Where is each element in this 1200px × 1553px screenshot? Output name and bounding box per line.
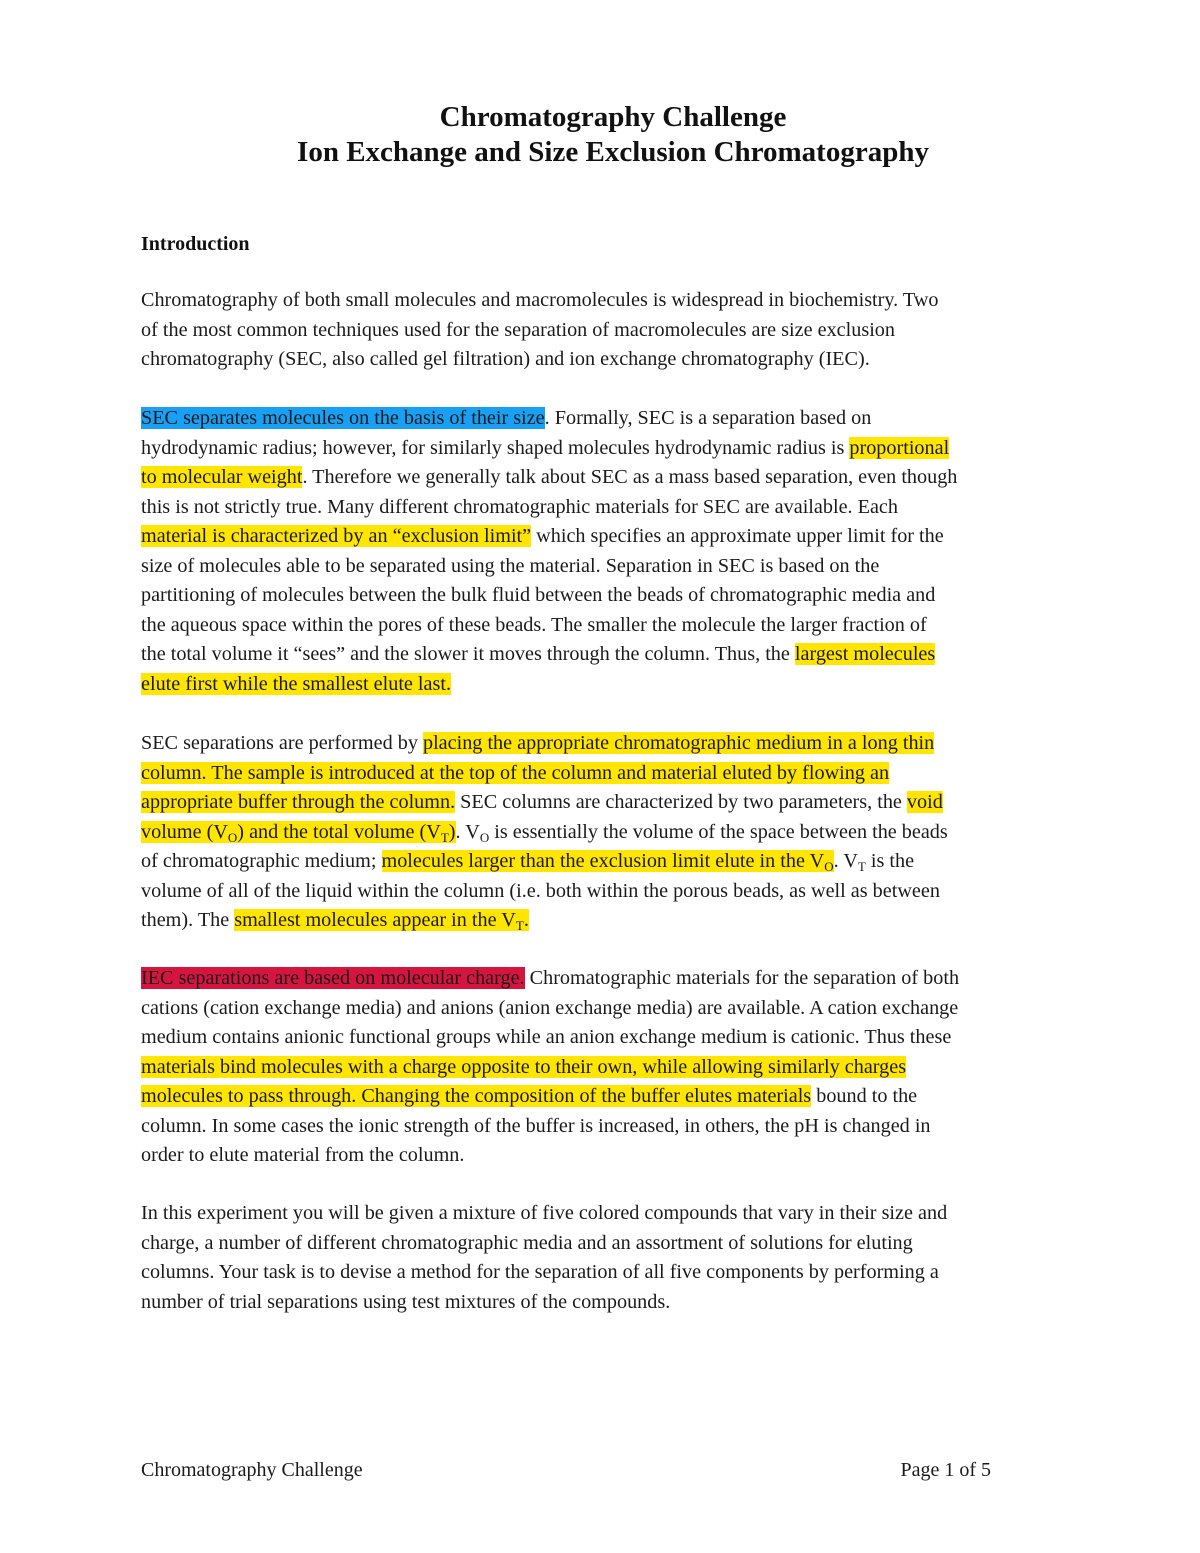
text-run: SEC columns are characterized by two parameters, the bbox=[455, 791, 907, 813]
text-line: Chromatography of both small molecules and macromolecules is widespread in biochemistry. Two bbox=[141, 289, 939, 311]
text-line bbox=[141, 759, 1101, 789]
highlight-yellow: void bbox=[906, 791, 943, 813]
text-run: SEC separations are performed by bbox=[141, 732, 423, 754]
text-run: . V bbox=[833, 850, 858, 872]
subscript: T bbox=[515, 918, 524, 933]
text-run: of chromatographic medium; bbox=[141, 850, 382, 872]
text-run: ) and the total volume (V bbox=[237, 820, 441, 843]
document-subtitle: Ion Exchange and Size Exclusion Chromatography bbox=[297, 136, 929, 168]
text-line: volume of all of the liquid within the column (i.e. both within the porous beads, as well as between bbox=[141, 879, 940, 902]
text-run: is essentially the volume of the space between the beads bbox=[489, 820, 948, 843]
text-line bbox=[141, 463, 1101, 493]
text-line: charge, a number of different chromatographic media and an assortment of solutions for eluting bbox=[141, 1231, 913, 1254]
footer-title: Chromatography Challenge bbox=[141, 1459, 363, 1481]
text-line bbox=[141, 522, 1101, 552]
text-run: is the bbox=[865, 850, 915, 872]
text-line bbox=[141, 1053, 1101, 1083]
text-run: smallest molecules appear in the V bbox=[234, 909, 516, 931]
text-line: In this experiment you will be given a mixture of five colored compounds that vary in their size and bbox=[141, 1202, 948, 1224]
text-line bbox=[141, 670, 1101, 700]
highlight-red: IEC separations are based on molecular charge. bbox=[141, 967, 525, 989]
highlight-yellow: largest molecules bbox=[794, 643, 936, 665]
text-run: . V bbox=[455, 820, 480, 843]
text-run: bound to the bbox=[811, 1085, 918, 1107]
paragraph-experiment bbox=[141, 1199, 1101, 1317]
text-line bbox=[141, 640, 1101, 670]
highlight-yellow: material is characterized by an “exclusion limit” bbox=[141, 525, 532, 547]
text-line bbox=[141, 788, 1101, 818]
section-heading-introduction: Introduction bbox=[141, 233, 250, 255]
text-line: of the most common techniques used for the separation of macromolecules are size exclusion bbox=[141, 318, 895, 341]
document-title: Chromatography Challenge bbox=[439, 101, 787, 133]
subscript: T bbox=[440, 829, 449, 845]
text-line: number of trial separations using test mixtures of the compounds. bbox=[141, 1290, 671, 1313]
text-line bbox=[141, 729, 1101, 759]
highlight-yellow: molecules to pass through. Changing the composition of the buffer elutes materials bbox=[141, 1085, 812, 1107]
text-line: medium contains anionic functional groups while an anion exchange medium is cationic. Thus these bbox=[141, 1026, 952, 1048]
subscript: O bbox=[824, 859, 834, 874]
paragraph-sec-column bbox=[141, 729, 1101, 936]
highlight-yellow: proportional bbox=[849, 436, 950, 459]
subscript: T bbox=[857, 859, 866, 874]
text-line bbox=[141, 964, 1101, 994]
paragraph-overview bbox=[141, 286, 1101, 375]
text-line bbox=[141, 847, 1101, 877]
text-line: this is not strictly true. Many different chromatographic materials for SEC are available. Each bbox=[141, 495, 898, 518]
paragraph-sec bbox=[141, 404, 1101, 699]
highlight-yellow bbox=[382, 850, 834, 872]
highlight-yellow bbox=[234, 909, 529, 931]
text-line: chromatography (SEC, also called gel filtration) and ion exchange chromatography (IEC). bbox=[141, 348, 870, 370]
text-line: the aqueous space within the pores of these beads. The smaller the molecule the larger fraction of bbox=[141, 613, 927, 636]
highlight-yellow: appropriate buffer through the column. bbox=[141, 791, 456, 813]
paragraph-iec bbox=[141, 964, 1101, 1171]
text-line: size of molecules able to be separated using the material. Separation in SEC is based on the bbox=[141, 554, 880, 577]
text-run: hydrodynamic radius; however, for similarly shaped molecules hydrodynamic radius is bbox=[141, 436, 850, 459]
highlight-yellow bbox=[141, 821, 456, 843]
text-line: cations (cation exchange media) and anions (anion exchange media) are available. A cation exchange bbox=[141, 996, 959, 1019]
text-run: which specifies an approximate upper limit for the bbox=[531, 525, 944, 547]
text-line: order to elute material from the column. bbox=[141, 1144, 465, 1166]
highlight-yellow: to molecular weight bbox=[141, 466, 303, 488]
text-run: the total volume it “sees” and the slower it moves through the column. Thus, the bbox=[141, 643, 795, 665]
subscript: O bbox=[479, 829, 490, 845]
text-run: volume (V bbox=[141, 820, 228, 843]
text-line bbox=[141, 434, 1101, 464]
text-run: them). The bbox=[141, 909, 235, 931]
text-run: ) bbox=[448, 820, 456, 843]
text-line bbox=[141, 1082, 1101, 1112]
highlight-yellow: materials bind molecules with a charge opposite to their own, while allowing similarly charges bbox=[141, 1055, 907, 1078]
text-line: columns. Your task is to devise a method for the separation of all five components by performing a bbox=[141, 1261, 939, 1283]
text-run: . Therefore we generally talk about SEC as a mass based separation, even though bbox=[302, 466, 958, 488]
text-line bbox=[141, 404, 1101, 434]
text-run: . bbox=[523, 909, 529, 931]
text-line: column. In some cases the ionic strength of the buffer is increased, in others, the pH is changed in bbox=[141, 1114, 931, 1137]
highlight-yellow: elute first while the smallest elute last. bbox=[141, 672, 452, 695]
highlight-yellow: column. The sample is introduced at the top of the column and material eluted by flowing an bbox=[141, 761, 890, 784]
text-line: partitioning of molecules between the bulk fluid between the beads of chromatographic media and bbox=[141, 584, 936, 606]
text-run: molecules larger than the exclusion limit elute in the V bbox=[381, 850, 825, 872]
highlight-yellow: placing the appropriate chromatographic medium in a long thin bbox=[422, 732, 935, 754]
text-line bbox=[141, 906, 1101, 936]
text-line bbox=[141, 818, 1101, 848]
text-run: Chromatographic materials for the separation of both bbox=[524, 967, 960, 989]
page-number: Page 1 of 5 bbox=[900, 1459, 991, 1481]
title-block bbox=[0, 100, 1200, 170]
highlight-blue: SEC separates molecules on the basis of their size bbox=[141, 407, 545, 429]
text-run: . Formally, SEC is a separation based on bbox=[544, 407, 872, 429]
subscript: O bbox=[227, 829, 238, 845]
